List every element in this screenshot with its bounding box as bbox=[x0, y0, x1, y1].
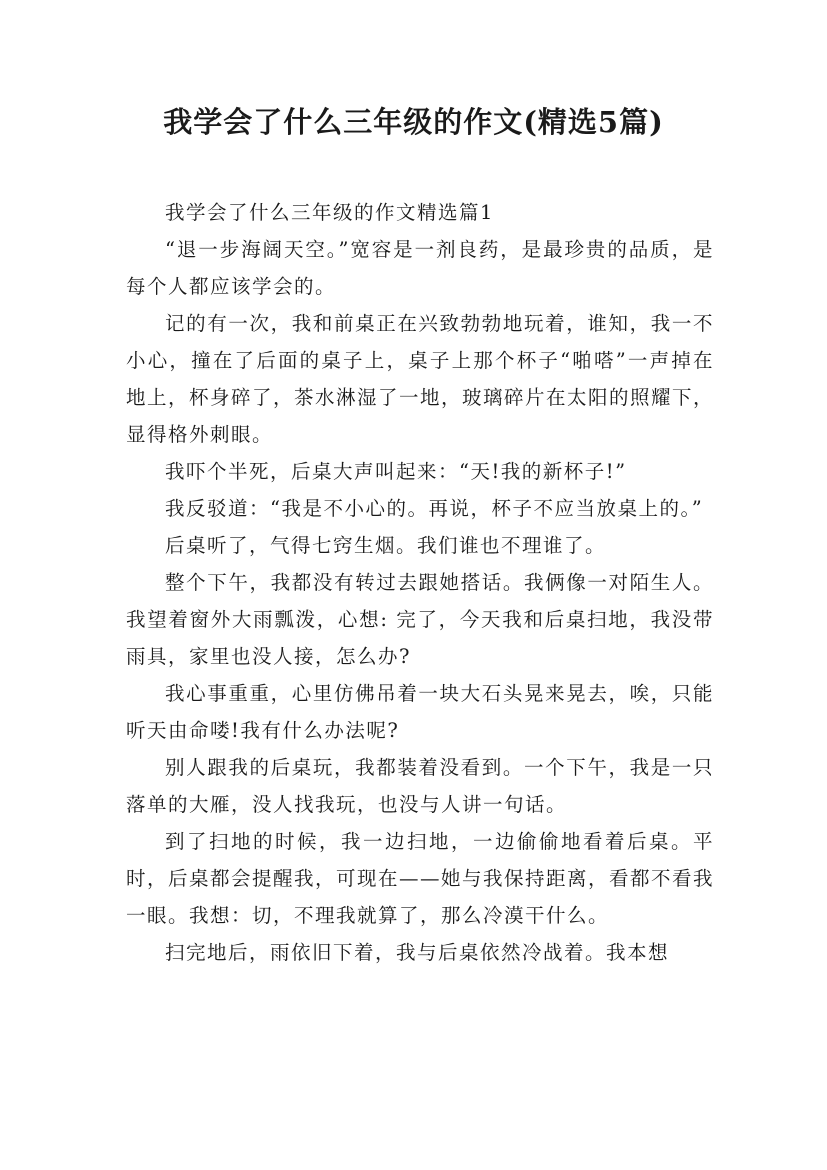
paragraph: 到了扫地的时候，我一边扫地，一边偷偷地看着后桌。平时，后桌都会提醒我，可现在——她与我保持距离，看都不看我一眼。我想：切，不理我就算了，那么冷漠干什么。 bbox=[126, 830, 715, 927]
paragraph: 别人跟我的后桌玩，我都装着没看到。一个下午，我是一只落单的大雁，没人找我玩，也没与人讲一句话。 bbox=[126, 756, 714, 816]
paragraph-section-heading: 我学会了什么三年级的作文精选篇1 bbox=[165, 201, 494, 224]
paragraph: 扫完地后，雨依旧下着，我与后桌依然冷战着。我本想 bbox=[165, 941, 670, 964]
paragraph: 我吓个半死，后桌大声叫起来：“天!我的新杯子!” bbox=[165, 460, 627, 483]
paragraph: 我心事重重，心里仿佛吊着一块大石头晃来晃去，唉，只能听天由命喽!我有什么办法呢? bbox=[126, 682, 714, 742]
document-title: 我学会了什么三年级的作文(精选5篇) bbox=[163, 105, 664, 139]
paragraph: 我反驳道：“我是不小心的。再说，杯子不应当放桌上的。” bbox=[165, 497, 704, 520]
paragraph: 整个下午，我都没有转过去跟她搭话。我俩像一对陌生人。我望着窗外大雨瓢泼，心想: 完了，今天我和后桌扫地，我没带雨具，家里也没人接，怎么办? bbox=[126, 571, 714, 668]
paragraph: 后桌听了，气得七窍生烟。我们谁也不理谁了。 bbox=[165, 534, 607, 557]
paragraph: “退一步海阔天空。”宽容是一剂良药，是最珍贵的品质，是每个人都应该学会的。 bbox=[126, 238, 714, 298]
document-body bbox=[126, 194, 714, 971]
paragraph: 记的有一次，我和前桌正在兴致勃勃地玩着，谁知，我一不小心，撞在了后面的桌子上，桌子上那个杯子“啪嗒”一声掉在地上，杯身碎了，茶水淋湿了一地，玻璃碎片在太阳的照耀下，显得格外刺眼。 bbox=[126, 312, 715, 446]
